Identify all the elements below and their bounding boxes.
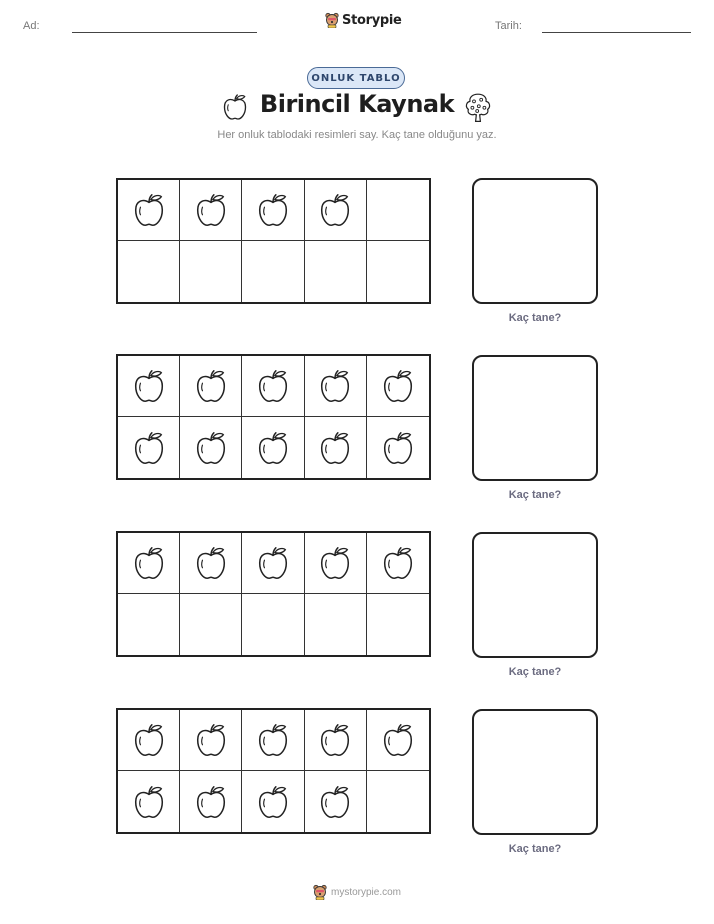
apple-icon: [192, 190, 230, 230]
ten-frame-2: [116, 354, 431, 480]
apple-icon: [254, 720, 292, 760]
frame-cell: [367, 710, 429, 771]
ten-frame-3: [116, 531, 431, 657]
apple-icon: [254, 366, 292, 406]
apple-icon: [254, 543, 292, 583]
frame-cell: [242, 417, 304, 478]
apple-icon: [316, 366, 354, 406]
apple-icon: [379, 720, 417, 760]
apple-icon: [379, 428, 417, 468]
apple-icon: [192, 543, 230, 583]
frame-cell: [242, 180, 304, 241]
answer-prompt-1: Kaç tane?: [508, 312, 562, 324]
frame-cell: [367, 533, 429, 594]
frame-cell: [242, 356, 304, 417]
frame-cell: [118, 241, 180, 302]
answer-prompt-3: Kaç tane?: [508, 666, 562, 678]
frame-cell: [180, 533, 242, 594]
ten-frame-4: [116, 708, 431, 834]
apple-icon: [316, 428, 354, 468]
apple-icon: [379, 543, 417, 583]
bear-logo-icon: [313, 884, 327, 900]
frame-cell: [305, 417, 367, 478]
apple-icon: [254, 190, 292, 230]
footer-url: mystorypie.com: [330, 886, 401, 898]
frame-cell: [242, 533, 304, 594]
name-label: Ad:: [23, 20, 40, 32]
worksheet-type-badge: ONLUK TABLO: [307, 67, 405, 89]
frame-cell: [180, 710, 242, 771]
ten-frame-1: [116, 178, 431, 304]
apple-icon: [130, 543, 168, 583]
instructions: Her onluk tablodaki resimleri say. Kaç tane olduğunu yaz.: [217, 129, 497, 141]
name-line[interactable]: [72, 32, 257, 33]
frame-cell: [180, 417, 242, 478]
frame-cell: [367, 180, 429, 241]
apple-icon: [192, 720, 230, 760]
apple-icon: [316, 543, 354, 583]
frame-cell: [242, 241, 304, 302]
answer-box-4[interactable]: [472, 709, 598, 835]
frame-cell: [305, 180, 367, 241]
answer-box-3[interactable]: [472, 532, 598, 658]
frame-cell: [180, 241, 242, 302]
frame-cell: [305, 594, 367, 655]
frame-cell: [118, 594, 180, 655]
apple-icon: [316, 190, 354, 230]
apple-icon: [254, 782, 292, 822]
apple-icon: [316, 720, 354, 760]
frame-cell: [305, 533, 367, 594]
frame-cell: [305, 710, 367, 771]
apple-icon: [130, 428, 168, 468]
frame-cell: [367, 417, 429, 478]
frame-cell: [305, 356, 367, 417]
apple-icon: [254, 428, 292, 468]
frame-cell: [180, 594, 242, 655]
answer-prompt-2: Kaç tane?: [508, 489, 562, 501]
answer-box-1[interactable]: [472, 178, 598, 304]
frame-cell: [118, 771, 180, 832]
date-label: Tarih:: [495, 20, 522, 32]
apple-tree-icon: [462, 91, 494, 123]
frame-cell: [118, 180, 180, 241]
frame-cell: [367, 594, 429, 655]
frame-cell: [367, 241, 429, 302]
frame-cell: [180, 771, 242, 832]
frame-cell: [367, 771, 429, 832]
frame-cell: [305, 241, 367, 302]
apple-icon: [130, 190, 168, 230]
answer-box-2[interactable]: [472, 355, 598, 481]
frame-cell: [118, 417, 180, 478]
apple-icon: [192, 428, 230, 468]
apple-icon: [130, 782, 168, 822]
storypie-logo: [325, 12, 402, 28]
frame-cell: [118, 533, 180, 594]
bear-logo-icon: [325, 12, 339, 28]
frame-cell: [180, 180, 242, 241]
frame-cell: [305, 771, 367, 832]
frame-cell: [180, 356, 242, 417]
logo-text: Storypie: [342, 12, 402, 28]
apple-icon: [316, 782, 354, 822]
apple-icon: [192, 366, 230, 406]
apple-icon: [379, 366, 417, 406]
frame-cell: [367, 356, 429, 417]
footer: [0, 884, 714, 900]
frame-cell: [118, 356, 180, 417]
frame-cell: [242, 594, 304, 655]
frame-cell: [242, 771, 304, 832]
date-line[interactable]: [542, 32, 691, 33]
apple-icon: [192, 782, 230, 822]
apple-icon: [130, 366, 168, 406]
answer-prompt-4: Kaç tane?: [508, 843, 562, 855]
page-title: Birincil Kaynak: [259, 90, 455, 118]
apple-icon: [130, 720, 168, 760]
frame-cell: [118, 710, 180, 771]
frame-cell: [242, 710, 304, 771]
